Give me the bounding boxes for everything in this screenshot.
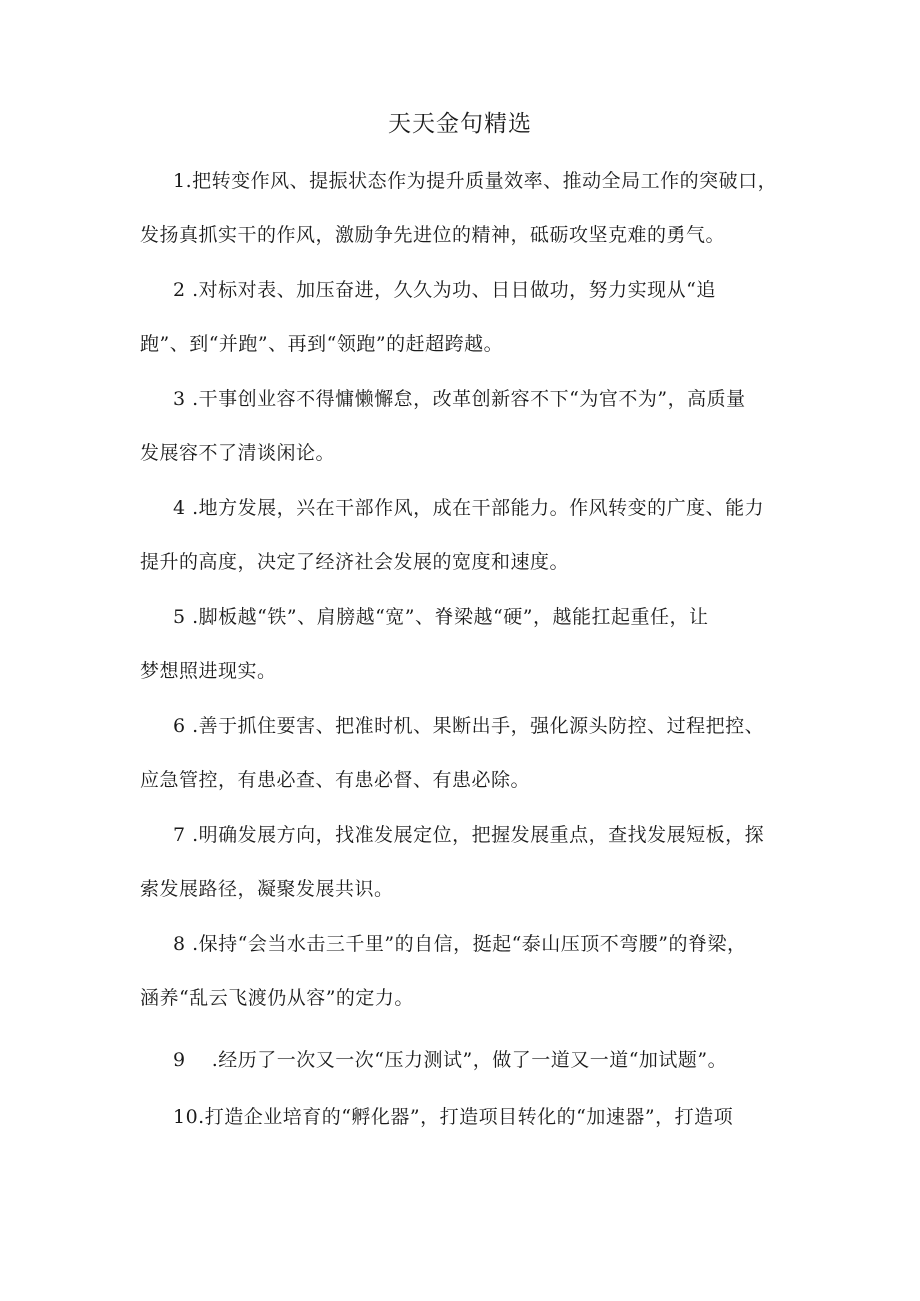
quote-item-2: [140, 263, 800, 371]
quote-line: 5 .脚板越“铁”、肩膀越“宽”、脊梁越“硬”，越能扛起重任，让: [173, 606, 709, 628]
quote-item-4: [140, 481, 800, 589]
quote-line: 跑”、到“并跑”、再到“领跑”的赶超跨越。: [140, 333, 504, 355]
quote-item-10: [140, 1090, 800, 1144]
quote-item-7: [140, 808, 800, 916]
quote-line: 3 .干事创业容不得慵懒懈怠，改革创新容不下“为官不为”，高质量: [173, 388, 746, 410]
quote-line: 9 .经历了一次又一次“压力测试”，做了一道又一道“加试题”。: [173, 1049, 728, 1071]
quote-line: 10.打造企业培育的“孵化器”，打造项目转化的“加速器”，打造项: [173, 1106, 734, 1128]
quote-line: 涵养“乱云飞渡仍从容”的定力。: [140, 987, 414, 1009]
quote-line: 发扬真抓实干的作风，激励争先进位的精神，砥砺攻坚克难的勇气。: [140, 224, 726, 246]
quote-line: 发展容不了清谈闲论。: [140, 442, 336, 464]
quote-line: 7 .明确发展方向，找准发展定位，把握发展重点，查找发展短板，探: [173, 824, 765, 846]
quote-line: 6 .善于抓住要害、把准时机、果断出手，强化源头防控、过程把控、: [173, 715, 765, 737]
quote-line: 梦想照进现实。: [140, 660, 277, 682]
quote-item-8: [140, 917, 800, 1025]
quote-item-5: [140, 590, 800, 698]
quote-line: 8 .保持“会当水击三千里”的自信，挺起“泰山压顶不弯腰”的脊梁，: [173, 933, 747, 955]
quote-item-6: [140, 699, 800, 807]
quote-line: 4 .地方发展，兴在干部作风，成在干部能力。作风转变的广度、能力: [173, 497, 765, 519]
quote-line: 1.把转变作风、提振状态作为提升质量效率、推动全局工作的突破口，: [173, 170, 778, 192]
quote-item-1: [140, 154, 800, 262]
quote-item-3: [140, 372, 800, 480]
page-title: 天天金句精选: [388, 111, 532, 137]
quote-item-9: [140, 1033, 800, 1087]
quote-line: 提升的高度，决定了经济社会发展的宽度和速度。: [140, 551, 570, 573]
quote-line: 索发展路径，凝聚发展共识。: [140, 878, 394, 900]
quote-line: 2 .对标对表、加压奋进，久久为功、日日做功，努力实现从“追: [173, 279, 716, 301]
quote-line: 应急管控，有患必查、有患必督、有患必除。: [140, 769, 531, 791]
